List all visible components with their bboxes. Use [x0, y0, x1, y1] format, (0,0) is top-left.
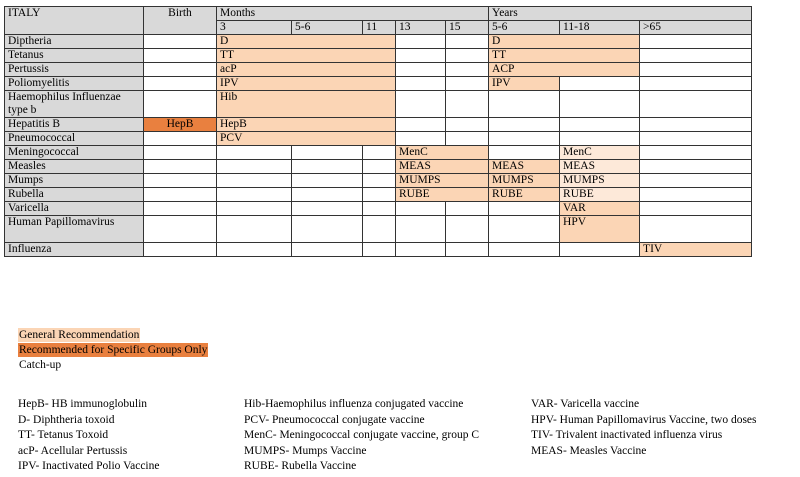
vaccine-name: Tetanus	[5, 49, 144, 63]
schedule-cell	[640, 132, 752, 146]
table-row	[5, 35, 752, 49]
schedule-cell: ACP	[489, 63, 640, 77]
schedule-cell	[640, 202, 752, 216]
schedule-cell	[396, 202, 446, 216]
schedule-cell: MEAS	[489, 160, 560, 174]
schedule-cell: HPV	[560, 216, 640, 243]
schedule-cell	[396, 216, 446, 243]
schedule-cell	[144, 63, 217, 77]
table-row	[5, 188, 752, 202]
schedule-cell	[489, 243, 560, 257]
schedule-cell: MenC	[560, 146, 640, 160]
schedule-cell	[446, 243, 489, 257]
age-header-3-months: 3	[217, 21, 292, 35]
months-header: Months	[217, 7, 489, 21]
schedule-cell	[363, 216, 396, 243]
schedule-cell	[144, 202, 217, 216]
schedule-cell: RUBE	[489, 188, 560, 202]
schedule-cell	[640, 77, 752, 91]
schedule-cell	[640, 188, 752, 202]
schedule-cell	[144, 243, 217, 257]
schedule-cell	[144, 91, 217, 118]
abbreviations-column-2	[244, 397, 479, 475]
schedule-cell: TIV	[640, 243, 752, 257]
schedule-cell	[640, 216, 752, 243]
schedule-cell: D	[489, 35, 640, 49]
schedule-cell: HepB	[144, 118, 217, 132]
schedule-cell	[396, 132, 446, 146]
schedule-cell: RUBE	[396, 188, 489, 202]
schedule-cell	[446, 118, 489, 132]
schedule-cell	[640, 160, 752, 174]
vaccine-name: Measles	[5, 160, 144, 174]
age-header-over-65-years: >65	[640, 21, 752, 35]
schedule-cell	[560, 243, 640, 257]
schedule-cell	[292, 216, 363, 243]
table-row	[5, 77, 752, 91]
abbreviations-column-1	[18, 397, 159, 475]
schedule-cell	[446, 216, 489, 243]
schedule-cell: MEAS	[396, 160, 489, 174]
schedule-cell	[446, 132, 489, 146]
schedule-cell	[217, 160, 292, 174]
schedule-cell: MUMPS	[489, 174, 560, 188]
table-row	[5, 160, 752, 174]
schedule-cell	[363, 188, 396, 202]
schedule-cell	[217, 243, 292, 257]
schedule-cell	[292, 202, 363, 216]
table-row	[5, 243, 752, 257]
age-header-11-18-years: 11-18	[560, 21, 640, 35]
schedule-cell: D	[217, 35, 396, 49]
schedule-cell	[446, 77, 489, 91]
abbreviation-item: acP- Acellular Pertussis	[18, 444, 128, 457]
schedule-cell	[640, 118, 752, 132]
schedule-cell	[217, 146, 292, 160]
vaccine-name: Human Papillomavirus	[5, 216, 144, 243]
schedule-cell	[446, 49, 489, 63]
schedule-cell	[144, 35, 217, 49]
schedule-cell: MEAS	[560, 160, 640, 174]
table-row	[5, 216, 752, 243]
schedule-cell	[144, 174, 217, 188]
schedule-cell: HepB	[217, 118, 396, 132]
legend-specific-groups: Recommended for Specific Groups Only	[19, 344, 208, 356]
schedule-cell: IPV	[217, 77, 396, 91]
schedule-cell	[396, 77, 446, 91]
schedule-cell	[217, 188, 292, 202]
table-row	[5, 132, 752, 146]
schedule-cell: RUBE	[560, 188, 640, 202]
schedule-cell: MUMPS	[560, 174, 640, 188]
schedule-cell: PCV	[217, 132, 396, 146]
table-row	[5, 202, 752, 216]
schedule-cell	[560, 77, 640, 91]
legend-catch-up: Catch-up	[19, 359, 62, 371]
schedule-cell	[144, 49, 217, 63]
schedule-cell	[489, 146, 560, 160]
vaccine-name: Rubella	[5, 188, 144, 202]
schedule-cell	[217, 216, 292, 243]
schedule-cell	[292, 188, 363, 202]
schedule-cell	[144, 188, 217, 202]
abbreviations-column-3	[531, 397, 757, 459]
table-row	[5, 146, 752, 160]
schedule-cell: TT	[489, 49, 640, 63]
age-header-5-6-years: 5-6	[489, 21, 560, 35]
schedule-cell: IPV	[489, 77, 560, 91]
abbreviation-item: PCV- Pneumococcal conjugate vaccine	[244, 413, 425, 426]
schedule-cell	[640, 49, 752, 63]
schedule-cell	[292, 243, 363, 257]
age-header-11-months: 11	[363, 21, 396, 35]
schedule-cell: TT	[217, 49, 396, 63]
vaccine-name: Poliomyelitis	[5, 77, 144, 91]
schedule-cell	[396, 118, 446, 132]
vaccine-name: Varicella	[5, 202, 144, 216]
abbreviation-item: TT- Tetanus Toxoid	[18, 429, 109, 441]
schedule-cell	[292, 160, 363, 174]
schedule-cell	[396, 35, 446, 49]
years-header: Years	[489, 7, 752, 21]
schedule-cell	[144, 216, 217, 243]
vaccine-name: Haemophilus Influenzae type b	[5, 91, 144, 118]
age-header-13-months: 13	[396, 21, 446, 35]
schedule-cell	[446, 202, 489, 216]
schedule-cell: VAR	[560, 202, 640, 216]
schedule-cell	[560, 91, 640, 118]
vaccine-name: Pertussis	[5, 63, 144, 77]
abbreviation-item: HPV- Human Papillomavirus Vaccine, two doses	[531, 413, 757, 426]
schedule-cell	[489, 118, 560, 132]
schedule-cell	[489, 216, 560, 243]
schedule-cell	[363, 243, 396, 257]
abbreviation-item: MEAS- Measles Vaccine	[531, 444, 647, 457]
schedule-cell	[396, 243, 446, 257]
abbreviation-item: Hib-Haemophilus influenza conjugated vaccine	[244, 398, 464, 410]
schedule-cell	[489, 91, 560, 118]
age-header-15-months: 15	[446, 21, 489, 35]
schedule-cell: MUMPS	[396, 174, 489, 188]
vaccine-name: Pneumococcal	[5, 132, 144, 146]
table-row	[5, 91, 752, 118]
schedule-cell	[560, 118, 640, 132]
country-header: ITALY	[5, 7, 144, 35]
schedule-cell	[363, 146, 396, 160]
schedule-cell	[640, 174, 752, 188]
schedule-cell	[363, 202, 396, 216]
schedule-cell	[640, 35, 752, 49]
table-row	[5, 118, 752, 132]
age-header-5-6-months: 5-6	[292, 21, 363, 35]
schedule-cell	[560, 132, 640, 146]
vaccine-name: Influenza	[5, 243, 144, 257]
schedule-cell	[640, 63, 752, 77]
table-row	[5, 174, 752, 188]
schedule-cell	[446, 91, 489, 118]
schedule-cell	[363, 174, 396, 188]
abbreviation-item: MenC- Meningococcal conjugate vaccine, group C	[244, 429, 480, 441]
schedule-cell	[363, 160, 396, 174]
schedule-cell	[396, 91, 446, 118]
vaccine-name: Mumps	[5, 174, 144, 188]
header-row-groups	[5, 7, 752, 21]
schedule-cell	[217, 202, 292, 216]
abbreviation-item: IPV- Inactivated Polio Vaccine	[18, 460, 160, 472]
schedule-cell	[144, 146, 217, 160]
schedule-cell	[640, 146, 752, 160]
abbreviation-item: VAR- Varicella vaccine	[531, 398, 640, 410]
table-row	[5, 49, 752, 63]
schedule-cell	[489, 132, 560, 146]
abbreviation-item: MUMPS- Mumps Vaccine	[244, 444, 367, 457]
vaccination-schedule-table	[4, 6, 752, 257]
abbreviation-item: TIV- Trivalent inactivated influenza virus	[531, 429, 723, 441]
schedule-cell	[396, 63, 446, 77]
schedule-cell	[640, 91, 752, 118]
schedule-cell: Hib	[217, 91, 396, 118]
legend-general-recommendation: General Recommendation	[19, 329, 140, 341]
abbreviation-item: HepB- HB immunoglobulin	[18, 398, 148, 410]
schedule-cell	[144, 132, 217, 146]
schedule-cell	[217, 174, 292, 188]
schedule-cell	[292, 174, 363, 188]
schedule-cell	[446, 63, 489, 77]
schedule-cell	[144, 77, 217, 91]
schedule-cell	[396, 49, 446, 63]
abbreviation-item: D- Diphtheria toxoid	[18, 413, 115, 426]
schedule-cell	[144, 160, 217, 174]
birth-header: Birth	[144, 7, 217, 35]
schedule-cell	[446, 35, 489, 49]
vaccine-name: Hepatitis B	[5, 118, 144, 132]
schedule-cell: acP	[217, 63, 396, 77]
schedule-cell: MenC	[396, 146, 489, 160]
abbreviation-item: RUBE- Rubella Vaccine	[244, 460, 357, 472]
table-row	[5, 63, 752, 77]
schedule-cell	[292, 146, 363, 160]
vaccine-name: Diptheria	[5, 35, 144, 49]
schedule-cell	[489, 202, 560, 216]
vaccine-name: Meningococcal	[5, 146, 144, 160]
